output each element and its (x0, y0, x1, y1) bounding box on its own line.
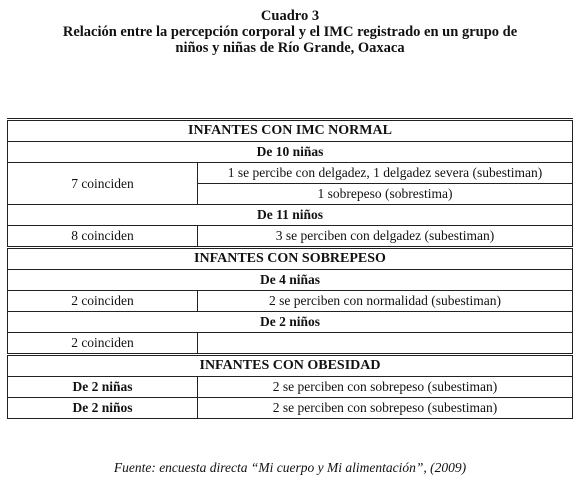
table-row (8, 120, 573, 142)
cell-r6-right: 2 se perciben con sobrepeso (subestiman) (198, 398, 573, 419)
cell-r6-left: De 2 niños (8, 398, 198, 419)
table-row (8, 205, 573, 226)
cell-r4-left: 2 coinciden (8, 333, 198, 355)
results-table (7, 118, 573, 419)
subheader-4-ninas: De 4 niñas (8, 270, 573, 291)
table-title (0, 8, 580, 56)
section-header-sobrepeso: INFANTES CON SOBREPESO (8, 248, 573, 270)
cell-r4-right (198, 333, 573, 355)
cell-r2-right: 3 se perciben con delgadez (subestiman) (198, 226, 573, 248)
cell-r5-right: 2 se perciben con sobrepeso (subestiman) (198, 377, 573, 398)
table-row (8, 333, 573, 355)
subheader-10-ninas: De 10 niñas (8, 142, 573, 163)
title-line-1: Cuadro 3 (260, 8, 320, 24)
title-line-2: Relación entre la percepción corporal y el IMC registrado en un grupo de (62, 24, 518, 40)
cell-r5-left: De 2 niñas (8, 377, 198, 398)
table-row (8, 398, 573, 419)
title-line-3: niños y niñas de Río Grande, Oaxaca (175, 40, 405, 56)
source-note: Fuente: encuesta directa “Mi cuerpo y Mi alimentación”, (2009) (113, 460, 467, 475)
cell-r3-right: 2 se perciben con normalidad (subestiman) (198, 291, 573, 312)
section-header-obesidad: INFANTES CON OBESIDAD (8, 355, 573, 377)
subheader-2-ninos: De 2 niños (8, 312, 573, 333)
table-row (8, 377, 573, 398)
cell-r1-right-b: 1 sobrepeso (sobrestima) (198, 184, 573, 205)
table-row (8, 291, 573, 312)
table-row (8, 226, 573, 248)
table-row (8, 312, 573, 333)
table-row (8, 355, 573, 377)
table-row (8, 163, 573, 184)
cell-r1-left: 7 coinciden (8, 163, 198, 205)
table-row (8, 248, 573, 270)
subheader-11-ninos: De 11 niños (8, 205, 573, 226)
section-header-normal: INFANTES CON IMC NORMAL (8, 120, 573, 142)
cell-r2-left: 8 coinciden (8, 226, 198, 248)
table-row (8, 270, 573, 291)
table-row (8, 142, 573, 163)
cell-r1-right-a: 1 se percibe con delgadez, 1 delgadez severa (subestiman) (198, 163, 573, 184)
cell-r3-left: 2 coinciden (8, 291, 198, 312)
